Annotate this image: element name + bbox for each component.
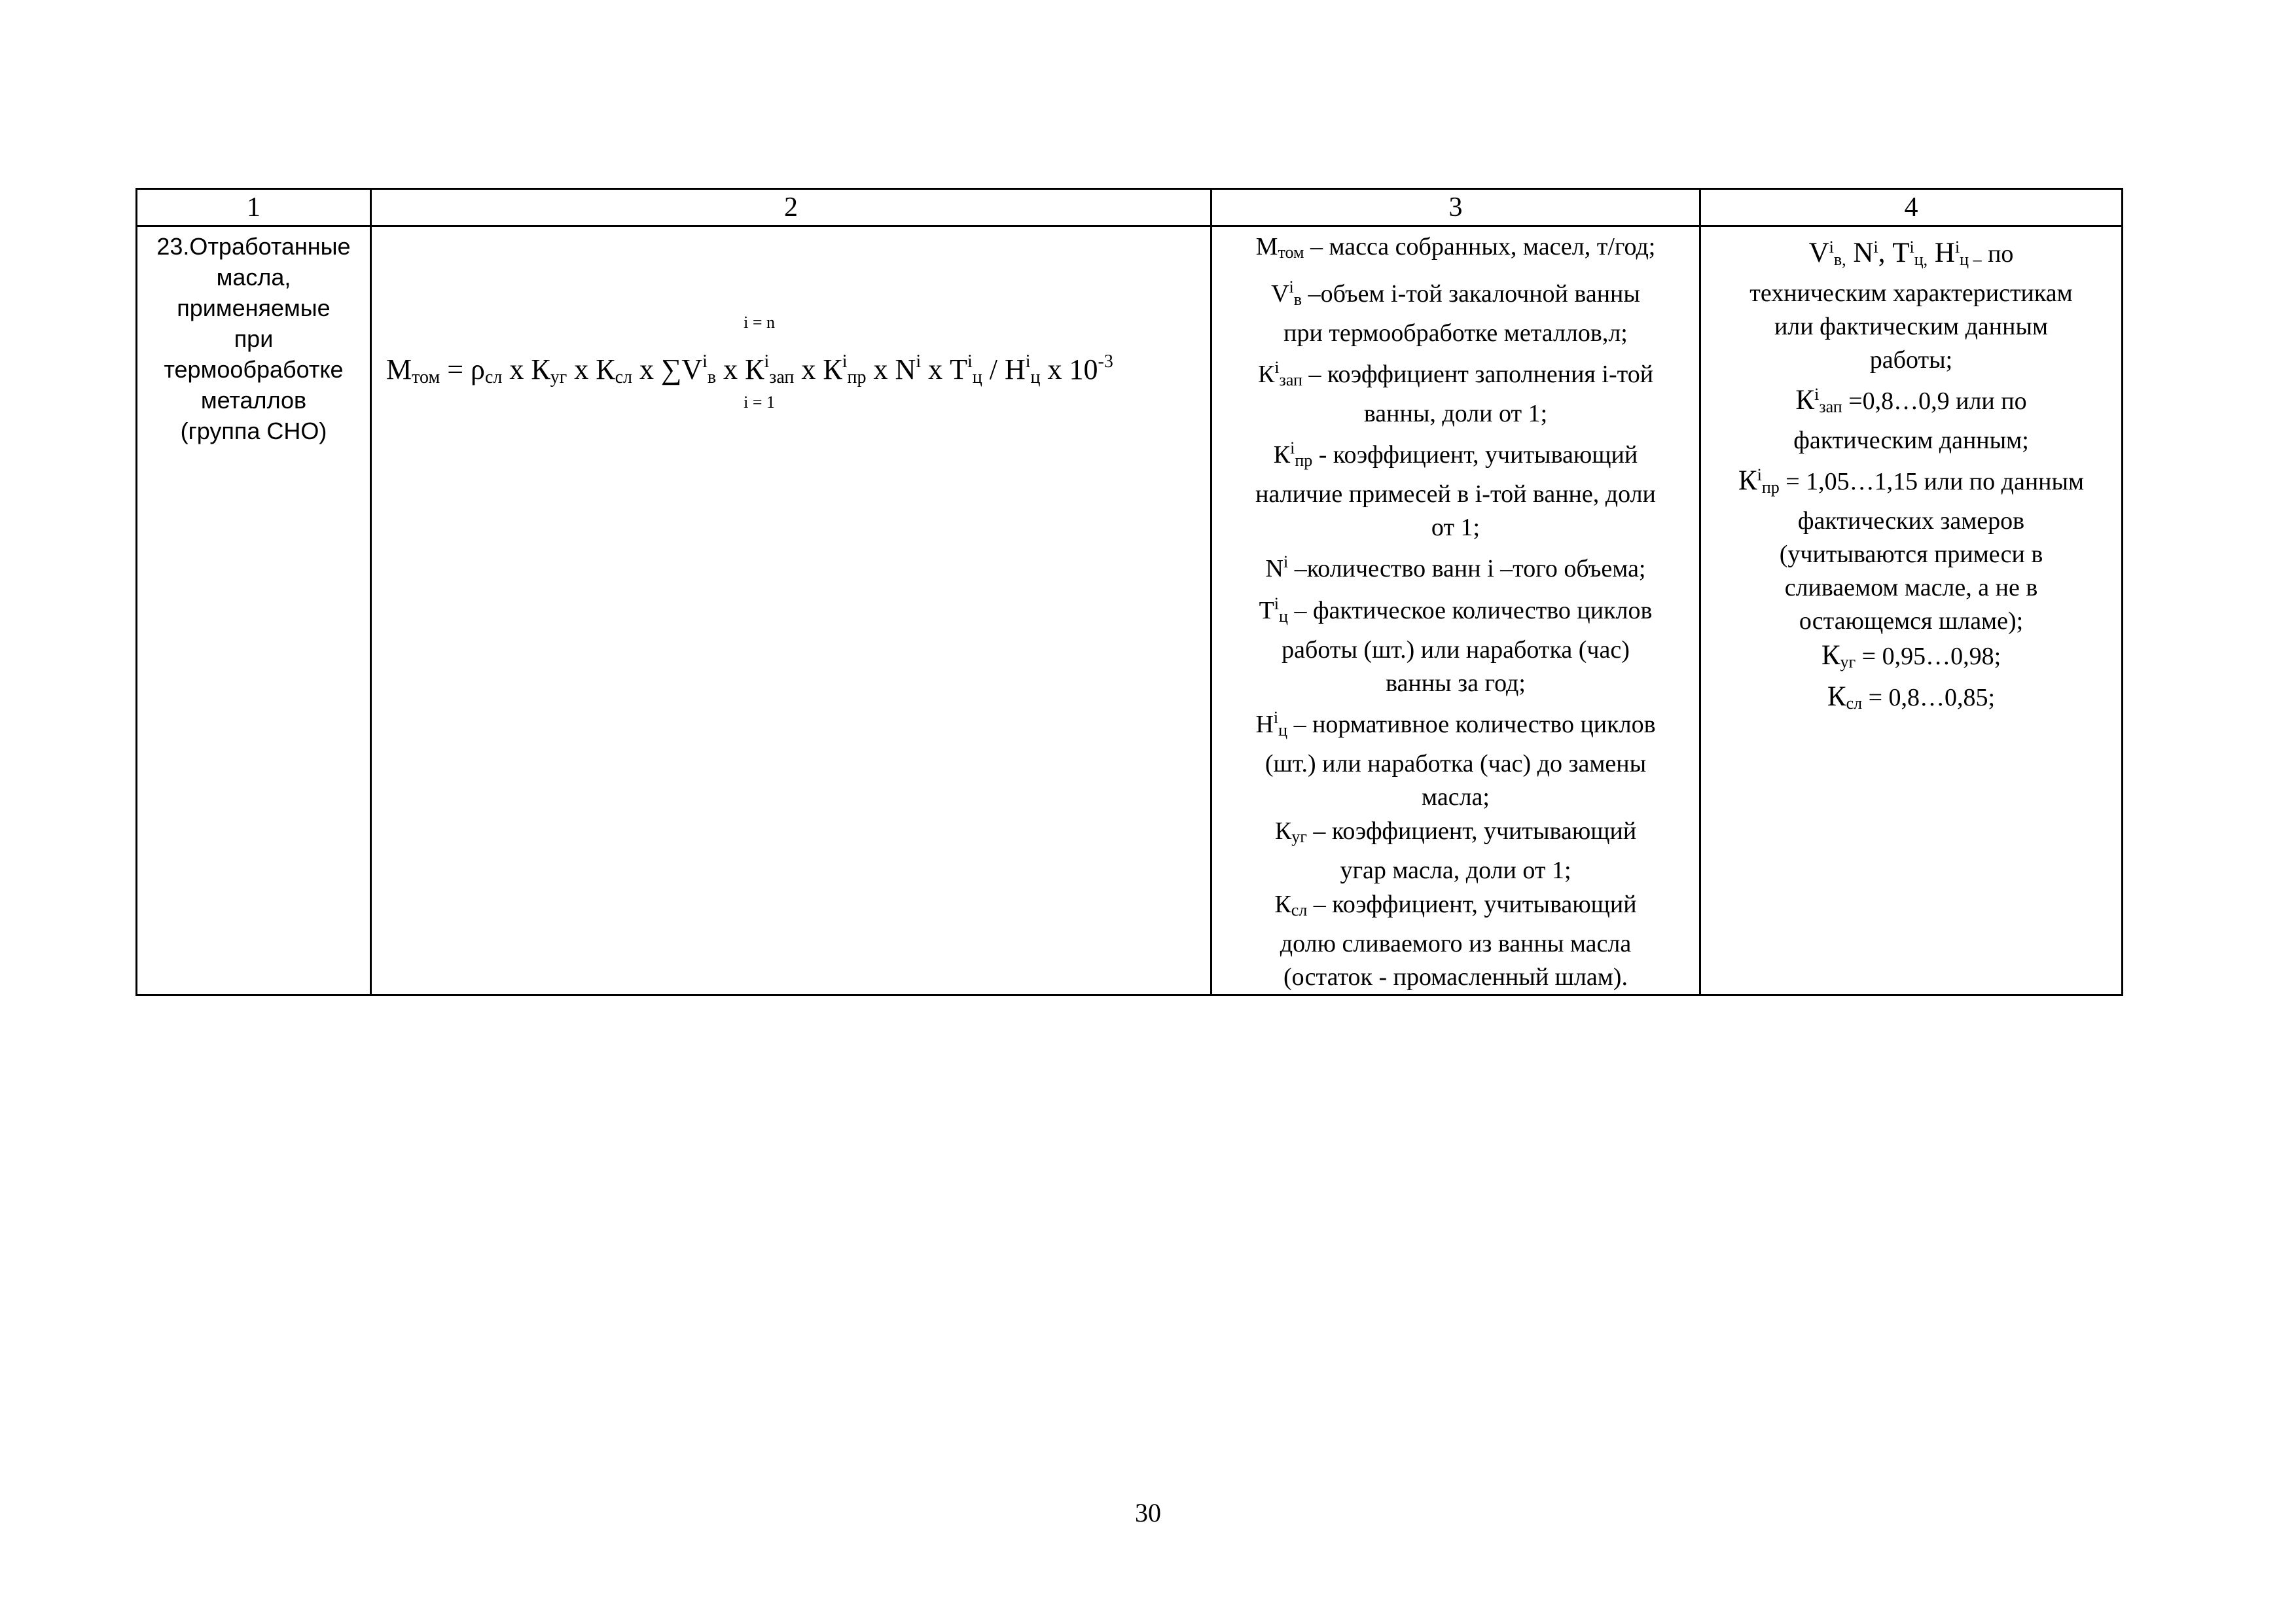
waste-name-line: термообработке <box>164 356 344 383</box>
definition-kpr-cont: от 1; <box>1431 514 1480 541</box>
definition-h: $Н^i_ц$ – нормативное количество циклов <box>1255 708 1656 740</box>
definition-ksl: $К_{сл}$ – коэффициент, учитывающий <box>1274 891 1637 919</box>
waste-name-line: применяемые <box>177 294 331 321</box>
definition-h-cont: (шт.) или наработка (час) до замены <box>1265 750 1647 777</box>
values-line: или фактическим данным <box>1774 313 2049 340</box>
waste-name-line: масла, <box>216 264 291 291</box>
values-line: техническим характеристикам <box>1749 279 2073 307</box>
formula-cell <box>371 226 1211 995</box>
summation-term: i = n i = 1 К <box>744 313 776 412</box>
variables-cell <box>1211 226 1700 995</box>
mass-formula: $М_{том} = \rho_{сл}$ х $К_{уг}$ х $К_{сл}$ х $\sum V^i_в$ х i = n i = 1 $К^i_{зап}$ х $К^i_{пр}$ х $N^i$ х $Т^i_ц / Н^i_ц$ х $10^{-3}$ <box>386 313 1113 412</box>
definition-kug-cont: угар масла, доли от 1; <box>1340 857 1571 884</box>
definition-kzap-cont: ванны, доли от 1; <box>1363 400 1548 427</box>
header-cell-1: 1 <box>137 189 371 226</box>
values-line: фактических замеров <box>1797 507 2025 535</box>
definition-v-cont: при термообработке металлов,л; <box>1283 319 1628 347</box>
waste-name-line: металлов <box>200 387 307 414</box>
sum-lower-limit: i = 1 <box>744 393 776 412</box>
definition-kpr: $К^i_{пр}$ - коэффициент, учитывающий <box>1273 438 1638 470</box>
values-line: фактическим данным; <box>1793 427 2029 454</box>
definition-t: $Т^i_ц$ – фактическое количество циклов <box>1259 594 1653 626</box>
waste-name-line: 23.Отработанные <box>156 233 351 260</box>
document-table <box>135 188 2123 996</box>
header-row <box>137 189 2123 226</box>
definition-kpr-cont: наличие примесей в i-той ванне, доли <box>1255 480 1656 508</box>
header-cell-3: 3 <box>1211 189 1700 226</box>
waste-name-line: (группа СНО) <box>180 418 327 444</box>
definition-kug: $К_{уг}$ – коэффициент, учитывающий <box>1274 817 1637 846</box>
values-line: работы; <box>1869 346 1953 374</box>
definition-h-cont: масла; <box>1422 783 1490 811</box>
values-cell <box>1700 226 2123 995</box>
values-line: сливаемом масле, а не в <box>1784 574 2038 601</box>
definition-m: $М_{том}$ – масса собранных, масел, т/год; <box>1255 233 1656 262</box>
waste-name-cell <box>137 226 371 995</box>
values-line: (учитываются примеси в <box>1779 541 2043 568</box>
definition-ksl-cont: долю сливаемого из ванны масла <box>1280 930 1632 957</box>
values-line: остающемся шламе); <box>1799 607 2024 635</box>
value-ksl: $К_{сл}$ = 0,8…0,85; <box>1827 681 1996 713</box>
waste-name-line: при <box>234 325 274 352</box>
value-kpr: $К^i_{пр}$ = 1,05…1,15 или по данным <box>1738 465 2085 497</box>
value-kzap: $К^i_{зап}$ =0,8…0,9 или по <box>1795 385 2027 416</box>
definition-kzap: $К^i_{зап}$ – коэффициент заполнения i-той <box>1257 358 1654 389</box>
definition-v: $V^i_в$ –объем i-той закалочной ванны <box>1271 277 1640 309</box>
header-cell-4: 4 <box>1700 189 2123 226</box>
definition-t-cont: работы (шт.) или наработка (час) <box>1282 636 1630 664</box>
definition-t-cont: ванны за год; <box>1386 669 1526 697</box>
page-number: 30 <box>1135 1498 1161 1527</box>
definition-n: $N^i$ –количество ванн i –того объема; <box>1265 552 1646 582</box>
sum-upper-limit: i = n <box>744 313 776 332</box>
table-row <box>137 226 2123 995</box>
header-cell-2: 2 <box>371 189 1211 226</box>
value-kug: $К_{уг}$ = 0,95…0,98; <box>1821 640 2001 671</box>
definition-ksl-cont: (остаток - промасленный шлам). <box>1283 963 1628 991</box>
values-source-line: $V^i_{в,}$ $N^i$, $Т^i_{ц,}$ $Н^i_{ц -}$ по <box>1808 238 2014 269</box>
